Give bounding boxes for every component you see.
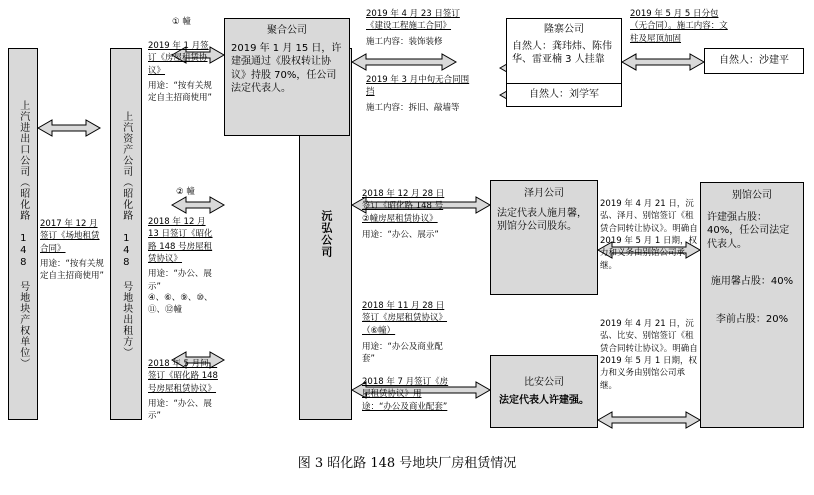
entity-bieguan-title: 别馆公司 (732, 190, 772, 201)
note-sublease-jul2018-body: 2018 年 7 月签订《房屋租赁协议》用途：“办公及商业配套” (362, 377, 449, 412)
entity-juhe (224, 18, 350, 136)
note-lease-may2018-body: 2018 年 5 月间，签订《昭化路 148 号房屋租赁协议》 (148, 359, 218, 394)
entity-juhe-title: 聚合公司 (267, 25, 307, 36)
entity-asset-company-label: 上汽资产公司（昭化路 148 号地块出租方） (120, 110, 132, 358)
entity-bian-title: 比安公司 (524, 376, 564, 388)
entity-longzhai-body: 自然人：龚玮炜、陈伟华、雷亚楠 3 人挂靠 (512, 40, 612, 65)
note-no-contract-mar2019 (366, 74, 472, 114)
note-lease-dec2018-use: 用途：“办公、展示” (148, 269, 212, 292)
note-transfer-zeyue (600, 198, 698, 272)
note-site-lease-2017 (40, 218, 106, 283)
note-transfer-bian-body: 2019 年 4 月 21 日，沅弘、比安、别馆签订《租赁合同转让协议》。明确自 2019 年 5 月 1 日期，权力和义务由别馆公司承继。 (600, 319, 698, 391)
note-lease-dec2018-body: 2018 年 12 月 13 日签订《昭化路 148 号房屋租赁协议》 (148, 217, 213, 264)
entity-bian-body: 法定代表人许建强。 (499, 395, 589, 406)
entity-bieguan-line-0: 许建强占股：40%，任公司法定代表人。 (707, 211, 790, 250)
entity-bieguan-line-1: 施用馨占股：40% (710, 276, 794, 287)
entity-longzhai (506, 18, 622, 86)
note-subcontract-may2019 (630, 8, 730, 45)
entity-import-company (8, 48, 38, 420)
note-lease-jan2019-use: 用途：“按有关规定自主招商使用” (148, 80, 212, 104)
note-transfer-zeyue-body: 2019 年 4 月 21 日，沅弘、泽月、别馆签订《租赁合同转让协议》。明确自 2019 年 5 月 1 日期，权力和义务由别馆公司承继。 (600, 199, 698, 271)
entity-zeyue-body: 法定代表人施月馨，别馆分公司股东。 (497, 207, 587, 232)
note-sublease-b2-body: 2018 年 12 月 28 日签订《昭化路 148 号②幢房屋租赁协议》 (362, 189, 445, 224)
note-building1-label (172, 16, 224, 28)
note-no-contract-mar2019-body: 施工内容：拆旧、敲墙等 (366, 102, 460, 113)
note-sublease-b2 (362, 188, 450, 241)
note-no-contract-mar2019-head: 2019 年 3 月中旬无合同围挡 (366, 75, 470, 98)
entity-liuxuejun (506, 83, 622, 107)
entity-import-company-label: 上汽进出口公司（昭化路 148 号地块产权单位） (17, 99, 29, 369)
entity-juhe-body: 2019 年 1 月 15 日，许建强通过《股权转让协议》持股 70%，任公司法定代表人。 (231, 42, 342, 94)
note-site-lease-2017-body: 2017 年 12 月签订《场地租赁合同》 (40, 219, 100, 254)
entity-shajianping (704, 48, 804, 74)
entity-bian (490, 355, 598, 428)
note-building2-label-text: ② 幢 (176, 187, 195, 197)
note-sublease-b6 (362, 300, 450, 366)
entity-shajianping-label: 自然人：沙建平 (719, 55, 789, 67)
note-building1-label-text: ① 幢 (172, 17, 191, 27)
entity-bieguan (700, 182, 804, 428)
note-lease-may2018 (148, 358, 222, 423)
note-construction-contract (366, 8, 472, 48)
entity-zeyue (490, 180, 598, 295)
note-subcontract-may2019-head: 2019 年 5 月 5 日分包（无合同）。施工内容：文柱及屋顶加固 (630, 9, 728, 44)
figure-caption: 图 3 昭化路 148 号地块厂房租赁情况 (297, 456, 517, 471)
note-sublease-jul2018 (362, 376, 450, 413)
entity-yuanhong-label: 沅弘公司 (319, 210, 333, 258)
note-sublease-b6-use: 用途：“办公及商业配套” (362, 341, 443, 365)
note-building2-label (176, 186, 228, 198)
entity-longzhai-title: 隆寨公司 (544, 24, 584, 35)
note-transfer-bian (600, 318, 698, 392)
note-lease-may2018-use: 用途：“办公、展示” (148, 398, 212, 422)
note-lease-dec2018 (148, 216, 218, 293)
entity-zeyue-title: 泽月公司 (524, 188, 564, 199)
entity-liuxuejun-label: 自然人：刘学军 (529, 89, 599, 101)
note-sublease-b6-body: 2018 年 11 月 28 日签订《房屋租赁协议》（⑥幢） (362, 301, 448, 336)
note-construction-contract-head: 2019 年 4 月 23 日签订《建设工程施工合同》 (366, 9, 460, 32)
note-lease-jan2019-body: 2019 年 1 月签订《房屋租赁协议》 (148, 41, 209, 76)
note-buildings-multi-label (148, 292, 222, 317)
entity-bieguan-line-2: 李前占股：20% (715, 313, 789, 325)
note-site-lease-2017-use: 用途：“按有关规定自主招商使用” (40, 258, 104, 282)
note-buildings-multi-label-text: ④、⑥、⑨、⑩、⑪、⑫幢 (148, 293, 213, 316)
note-lease-jan2019 (148, 40, 214, 105)
note-sublease-b2-use: 用途：“办公、展示” (362, 229, 439, 240)
entity-asset-company (110, 48, 142, 420)
note-construction-contract-body: 施工内容：装饰装修 (366, 36, 443, 47)
